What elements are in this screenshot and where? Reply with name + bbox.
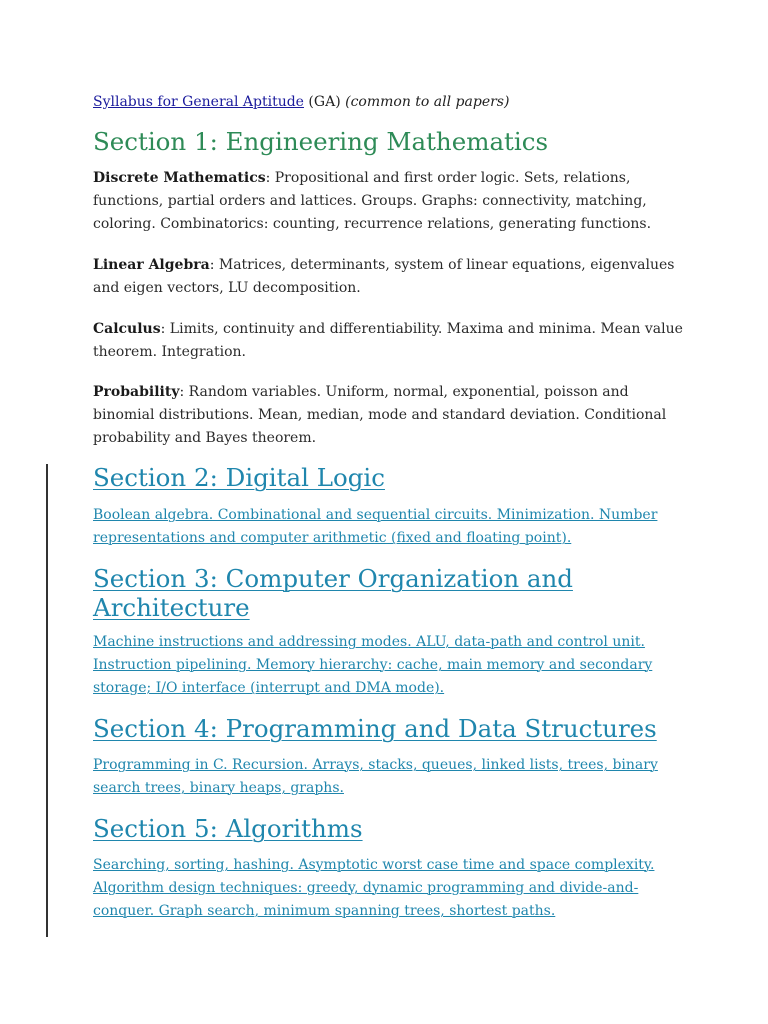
probability-term: Probability: [93, 384, 180, 400]
calculus-text: : Limits, continuity and differentiability. Maxima and minima. Mean value theorem. Integration.: [93, 321, 683, 360]
change-bar: [46, 464, 48, 937]
intro-note: (common to all papers): [345, 94, 510, 110]
section-1-heading: Section 1: Engineering Mathematics: [93, 127, 549, 156]
calculus-paragraph: [93, 318, 683, 364]
intro-line: [93, 92, 509, 112]
section-2-heading-link[interactable]: Section 2: Digital Logic: [93, 463, 385, 492]
probability-text: : Random variables. Uniform, normal, exponential, poisson and binomial distributions. Mean, median, mode and standard deviation. Conditional probability and Bayes theorem.: [93, 384, 667, 446]
discrete-mathematics-term: Discrete Mathematics: [93, 170, 266, 186]
section-2-text-link[interactable]: Boolean algebra. Combinational and sequential circuits. Minimization. Number representations and computer arithmetic (fixed and floating point).: [93, 507, 658, 546]
intro-abbrev: (GA): [303, 94, 346, 110]
linear-algebra-text: : Matrices, determinants, system of linear equations, eigenvalues and eigen vectors, LU decomposition.: [93, 257, 675, 296]
linear-algebra-paragraph: [93, 254, 683, 300]
section-3-heading-link[interactable]: Section 3: Computer Organization and Architecture: [93, 564, 573, 622]
section-3-text-link[interactable]: Machine instructions and addressing modes. ALU, data-path and control unit. Instruction pipelining. Memory hierarchy: cache, main memory and secondary storage; I/O interface (interrupt and DMA mode).: [93, 634, 653, 696]
section-4-text-link[interactable]: Programming in C. Recursion. Arrays, stacks, queues, linked lists, trees, binary search trees, binary heaps, graphs.: [93, 757, 658, 796]
section-4-heading-link[interactable]: Section 4: Programming and Data Structures: [93, 714, 657, 743]
section-5-text-link[interactable]: Searching, sorting, hashing. Asymptotic worst case time and space complexity. Algorithm design techniques: greedy, dynamic programming and divide-and-conquer. Graph search, minimum spanning trees, shortest paths.: [93, 857, 655, 919]
discrete-mathematics-paragraph: [93, 167, 683, 236]
calculus-term: Calculus: [93, 321, 161, 337]
linear-algebra-term: Linear Algebra: [93, 257, 210, 273]
probability-paragraph: [93, 381, 683, 450]
section-5-heading-link[interactable]: Section 5: Algorithms: [93, 814, 363, 843]
discrete-mathematics-text: : Propositional and first order logic. Sets, relations, functions, partial orders and lattices. Groups. Graphs: connectivity, matching, coloring. Combinatorics: counting, recurrence relations, generating functions.: [93, 170, 652, 232]
general-aptitude-link[interactable]: Syllabus for General Aptitude: [93, 94, 304, 110]
